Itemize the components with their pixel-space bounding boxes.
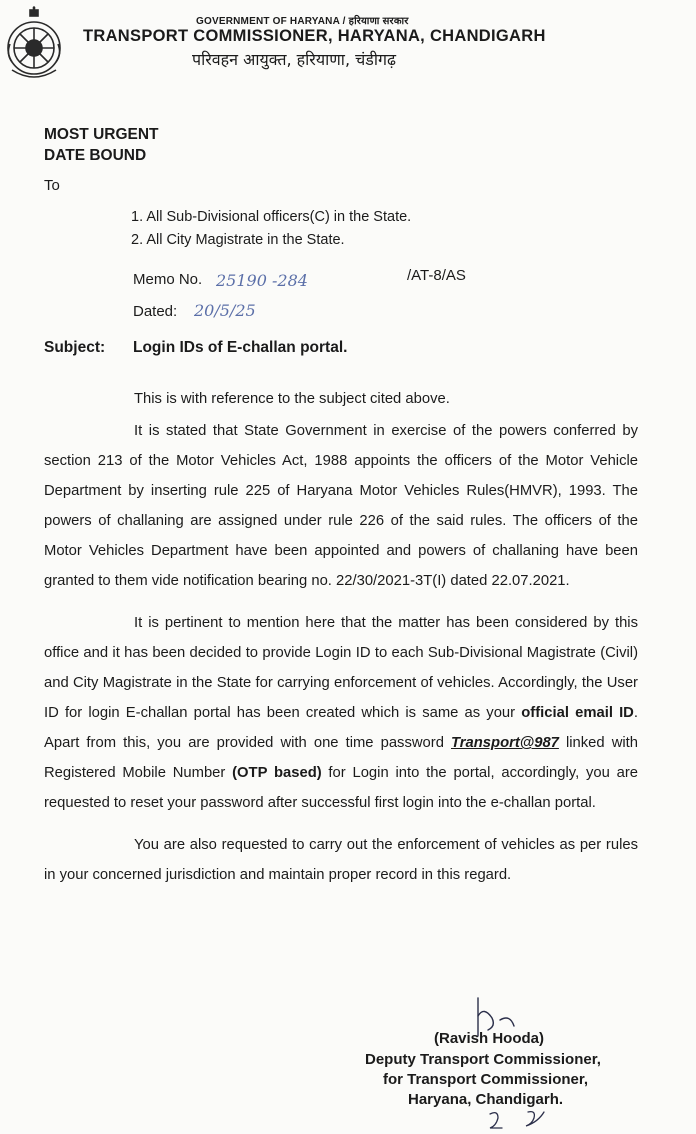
subject-label: Subject: [44, 339, 106, 356]
signatory-name: (Ravish Hooda) [434, 1030, 545, 1047]
letter-body [44, 384, 638, 890]
paragraph-3-text-b: . Apart from this, you are provided with one time password [44, 705, 638, 751]
government-label: GOVERNMENT OF HARYANA / हरियाणा सरकार [196, 16, 409, 27]
memo-number-handwritten: 25190 -284 [216, 271, 308, 290]
paragraph-3-text-d: for Login into the portal, accordingly, you are requested to reset your password after successful first login into the e-challan portal. [44, 765, 638, 811]
recipient-list [131, 206, 411, 252]
paragraph-3-text-c: linked with Registered Mobile Number [44, 735, 639, 781]
priority-date-bound: DATE BOUND [44, 147, 147, 164]
one-time-password: Transport@987 [451, 735, 559, 751]
dated-label: Dated: [133, 303, 178, 320]
paragraph-2: It is stated that State Government in exercise of the powers conferred by section 213 of the Motor Vehicles Act, 1988 appoints the officers of the Motor Vehicle Department by inserting rule 225 of Haryana Motor Vehicles Rules(HMVR), 1993. The powers of challaning are assigned under rule 226 of the said rules. The officers of the Motor Vehicles Department have been appointed and powers of challaning have been granted to them vide notification bearing no. 22/30/2021-3T(I) dated 22.07.2021. [44, 423, 638, 589]
paragraph-4: You are also requested to carry out the enforcement of vehicles as per rules in your concerned jurisdiction and maintain proper record in this regard. [44, 837, 638, 883]
to-label: To [44, 177, 60, 194]
state-emblem-icon [2, 4, 66, 84]
designation-line-3: Haryana, Chandigarh. [408, 1091, 564, 1108]
priority-most-urgent: MOST URGENT [44, 126, 159, 143]
subject-text: Login IDs of E-challan portal. [133, 339, 348, 356]
paragraph-3 [44, 608, 638, 818]
priority-block [44, 124, 159, 166]
recipient-item: 2. All City Magistrate in the State. [131, 232, 345, 248]
paragraph-3-text-a: It is pertinent to mention here that the matter has been considered by this office and it has been decided to provide Login ID to each Sub-Divisional Magistrate (Civil) and City Magistrate in the State for carrying enforcement of vehicles. Accordingly, the User ID for login E-challan portal has been created which is same as your [44, 615, 638, 721]
otp-based-emphasis: (OTP based) [232, 765, 322, 781]
designation-line-2: for Transport Commissioner, [383, 1071, 589, 1088]
memo-suffix: /AT-8/AS [407, 267, 466, 284]
initials-scribble-icon [488, 1108, 548, 1132]
signatory-designation [365, 1050, 601, 1110]
paragraph-1: This is with reference to the subject cited above. [134, 391, 450, 407]
date-handwritten: 20/5/25 [194, 301, 256, 320]
official-email-emphasis: official email ID [521, 705, 634, 721]
office-title: TRANSPORT COMMISSIONER, HARYANA, CHANDIGARH [83, 27, 546, 45]
recipient-item: 1. All Sub-Divisional officers(C) in the State. [131, 209, 412, 225]
designation-line-1: Deputy Transport Commissioner, [365, 1051, 601, 1068]
memo-label: Memo No. [133, 271, 203, 288]
office-title-hindi: परिवहन आयुक्त, हरियाणा, चंडीगढ़ [192, 50, 397, 69]
